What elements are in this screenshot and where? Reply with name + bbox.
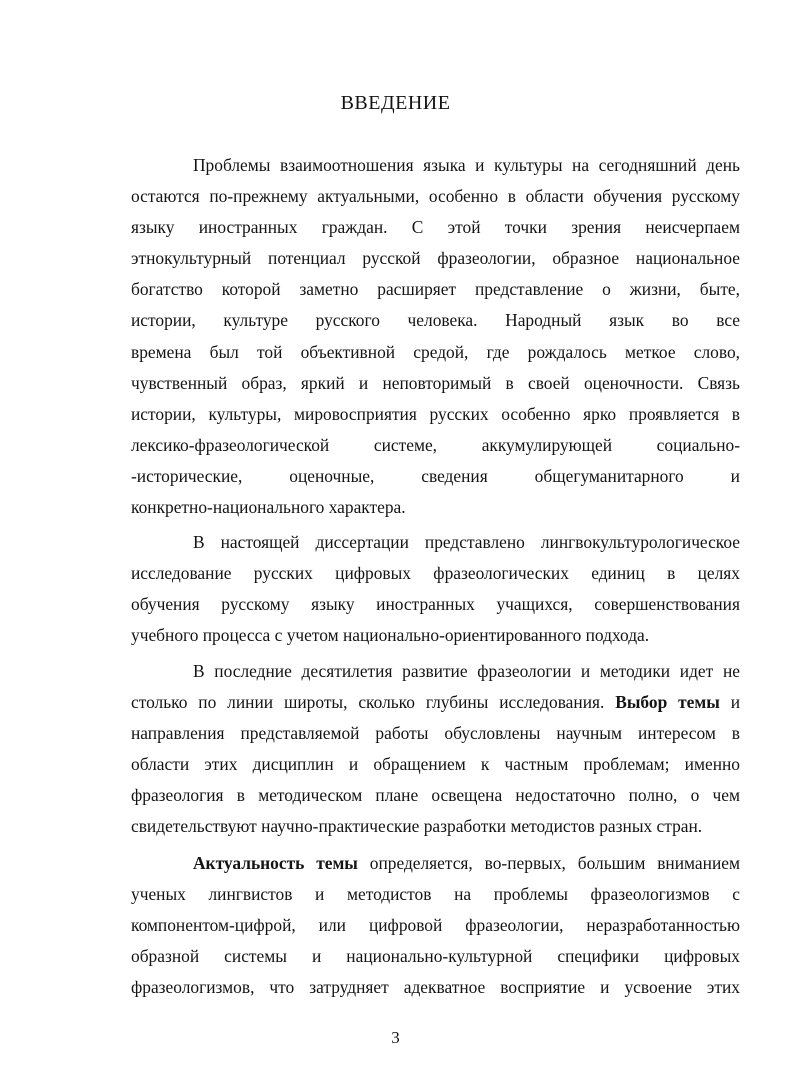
text-line: конкретно-национального характера.: [131, 497, 406, 518]
text-line: языку иностранных граждан. С этой точки зрения неисчерпаем: [131, 217, 740, 238]
text-line: В последние десятилетия развитие фразеологии и методики идет не: [193, 660, 740, 681]
text-line: истории, культуре русского человека. Народный язык во все: [131, 310, 740, 331]
text-line: остаются по-прежнему актуальными, особенно в области обучения русскому: [131, 186, 740, 207]
text-line: [131, 687, 740, 718]
text-run: определяется, во-первых, большим вниманием: [357, 853, 740, 874]
bold-term-topic-choice: Выбор темы: [615, 691, 720, 712]
text-line: лексико-фразеологической системе, аккумулирующей социально-: [131, 434, 740, 455]
text-line: истории, культуры, мировосприятия русских особенно ярко проявляется в: [131, 403, 740, 424]
text-line: компонентом-цифрой, или цифровой фразеологии, неразработанностью: [131, 915, 740, 936]
text-line: свидетельствуют научно-практические разработки методистов разных стран.: [131, 815, 703, 836]
text-line: богатство которой заметно расширяет представление о жизни, быте,: [131, 279, 740, 300]
text-line: учебного процесса с учетом национально-ориентированного подхода.: [131, 625, 650, 646]
text-line: образной системы и национально-культурной специфики цифровых: [131, 946, 740, 967]
text-line: фразеология в методическом плане освещена недостаточно полно, о чем: [131, 784, 740, 805]
paragraph-4: [131, 848, 740, 1003]
text-line: чувственный образ, яркий и неповторимый в своей оценочности. Связь: [131, 372, 740, 393]
text-line: [131, 848, 740, 879]
text-line: области этих дисциплин и обращением к частным проблемам; именно: [131, 753, 740, 774]
paragraph-2: [131, 527, 740, 651]
text-line: направления представляемой работы обусловлены научным интересом в: [131, 722, 740, 743]
text-line: Проблемы взаимоотношения языка и культуры на сегодняшний день: [193, 155, 740, 175]
text-run: столько по линии широты, сколько глубины исследования.: [131, 691, 616, 712]
paragraph-1: [131, 150, 740, 523]
paragraph-3: [131, 656, 740, 843]
text-line: -исторические, оценочные, сведения общегуманитарного и: [131, 465, 740, 486]
bold-term-relevance: Актуальность темы: [193, 853, 358, 874]
text-line: исследование русских цифровых фразеологических единиц в целях: [131, 563, 740, 584]
text-line: фразеологизмов, что затрудняет адекватное восприятие и усвоение этих: [131, 977, 740, 998]
text-line: ученых лингвистов и методистов на проблемы фразеологизмов с: [131, 884, 740, 905]
text-line: В настоящей диссертации представлено лингвокультурологическое: [193, 532, 740, 553]
text-line: обучения русскому языку иностранных учащихся, совершенствования: [131, 594, 740, 615]
text-run: и: [719, 691, 740, 712]
page-number: 3: [391, 1028, 400, 1047]
text-line: времена был той объективной средой, где рождалось меткое слово,: [131, 341, 740, 362]
page-title: ВВЕДЕНИЕ: [340, 92, 451, 114]
text-line: этнокультурный потенциал русской фразеологии, образное национальное: [131, 248, 740, 269]
body-text: [131, 150, 740, 1008]
